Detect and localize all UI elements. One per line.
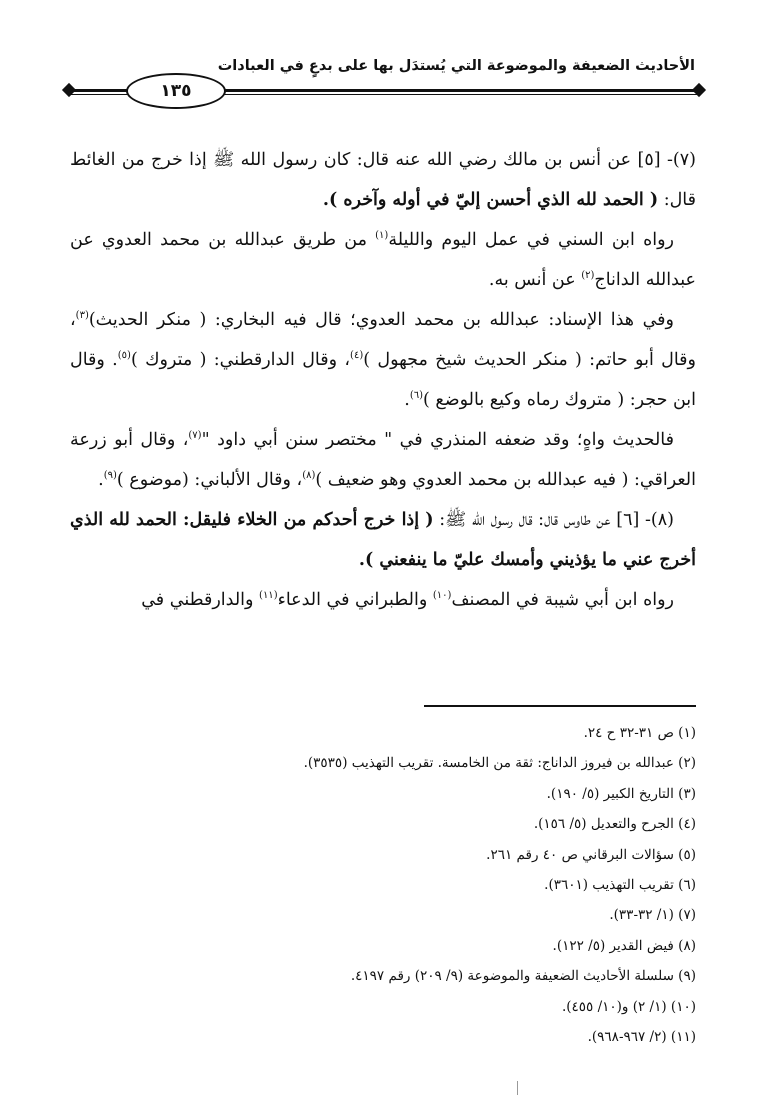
scan-mark bbox=[517, 1081, 518, 1095]
footnote: (٤) الجرح والتعديل (٥/ ١٥٦). bbox=[533, 816, 696, 833]
footnote: (٧) (١/ ٣٢-٣٣). bbox=[609, 907, 696, 924]
footnote-ref: (١) bbox=[375, 230, 389, 242]
text-span: . bbox=[404, 390, 410, 410]
footnote-ref: (٣) bbox=[75, 310, 89, 322]
text-span: وفي هذا الإسناد: عبدالله بن محمد العدوي؛ قال فيه البخاري: ( منكر الحديث) bbox=[88, 310, 674, 330]
footnote: (٣) التاريخ الكبير (٥/ ١٩٠). bbox=[546, 785, 696, 802]
paragraph-isnad bbox=[70, 300, 696, 420]
text-span: . وقال ابن حجر: ( متروك رماه وكيع بالوضع ) bbox=[70, 350, 696, 410]
footnote: (٦) تقريب التهذيب (٣٦٠١). bbox=[544, 877, 696, 894]
footnote-ref: (٤) bbox=[350, 350, 364, 362]
footnotes bbox=[200, 718, 696, 1052]
hadith-7 bbox=[70, 140, 696, 220]
running-title: الأحاديث الضعيفة والموضوعة التي يُستدَل بها على بدعٍ في العبادات bbox=[217, 58, 695, 74]
footnote-separator bbox=[424, 705, 696, 707]
footnote: (٩) سلسلة الأحاديث الضعيفة والموضوعة (٩/ ٢٠٩) رقم ٤١٩٧. bbox=[350, 968, 696, 985]
text-span: رواه ابن أبي شيبة في المصنف bbox=[451, 590, 674, 610]
page-number: ١٣٥ bbox=[126, 73, 226, 109]
footnote-ref: (٧) bbox=[188, 430, 202, 442]
text-span: ، وقال أبو حاتم: ( منكر الحديث شيخ مجهول ) bbox=[70, 310, 697, 370]
text-span: . bbox=[98, 470, 104, 490]
text-span: والدارقطني في bbox=[141, 590, 260, 610]
footnote: (١١) (٢/ ٩٦٧-٩٦٨). bbox=[587, 1029, 696, 1046]
footnote: (٢) عبدالله بن فيروز الداناج: ثقة من الخامسة. تقريب التهذيب (٣٥٣٥). bbox=[303, 755, 696, 772]
footnote-ref: (١٠) bbox=[432, 590, 452, 602]
footnote-ref: (٦) bbox=[409, 390, 424, 402]
hadith-8-intro: (٨)- [٦] عن طاوس قال: قال رسول الله ﷺ: bbox=[433, 510, 674, 530]
text-span: والطبراني في الدعاء bbox=[277, 590, 433, 610]
hadith-7-text: ( الحمد لله الذي أحسن إليّ في أوله وآخره ). bbox=[322, 190, 659, 210]
hadith-8-text: ( إذا خرج أحدكم من الخلاء فليقل: الحمد لله الذي أخرج عني ما يؤذيني وأمسك عليّ ما ينفعني ). bbox=[70, 510, 696, 570]
paragraph-takhrij-8 bbox=[70, 580, 696, 620]
text-span: ، وقال أبو زرعة العراقي: ( فيه عبدالله بن محمد العدوي وهو ضعيف ) bbox=[70, 430, 696, 490]
text-span: عن أنس به. bbox=[488, 270, 582, 290]
footnote-ref: (٩) bbox=[103, 470, 117, 482]
footnote: (١) ص ٣١-٣٢ ح ٢٤. bbox=[583, 725, 696, 741]
hadith-7-intro: (٧)- [٥] عن أنس بن مالك رضي الله عنه قال: كان رسول الله ﷺ إذا خرج من الغائط قال: bbox=[70, 150, 696, 210]
footnote-ref: (٥) bbox=[117, 350, 131, 362]
text-span: من طريق عبدالله بن محمد العدوي عن عبدالله الداناج bbox=[70, 230, 696, 290]
footnote: (٨) فيض القدير (٥/ ١٢٢). bbox=[552, 937, 696, 954]
paragraph-grading bbox=[70, 420, 696, 500]
footnote: (١٠) (١/ ٢) و(١٠/ ٤٥٥). bbox=[561, 998, 696, 1015]
text-span: فالحديث واهٍ؛ وقد ضعفه المنذري في " مختصر سنن أبي داود " bbox=[201, 430, 674, 450]
footnote-ref: (١١) bbox=[259, 590, 278, 602]
text-span: رواه ابن السني في عمل اليوم والليلة bbox=[388, 230, 674, 250]
text-span: ، وقال الألباني: (موضوع ) bbox=[116, 470, 303, 490]
text-span: ، وقال الدارقطني: ( متروك ) bbox=[130, 350, 351, 370]
main-text bbox=[70, 140, 696, 620]
hadith-8 bbox=[70, 500, 696, 580]
paragraph-takhrij-7 bbox=[70, 220, 696, 300]
footnote: (٥) سؤالات البرقاني ص ٤٠ رقم ٢٦١. bbox=[486, 846, 696, 863]
footnote-ref: (٢) bbox=[581, 270, 595, 282]
footnote-ref: (٨) bbox=[302, 470, 316, 482]
